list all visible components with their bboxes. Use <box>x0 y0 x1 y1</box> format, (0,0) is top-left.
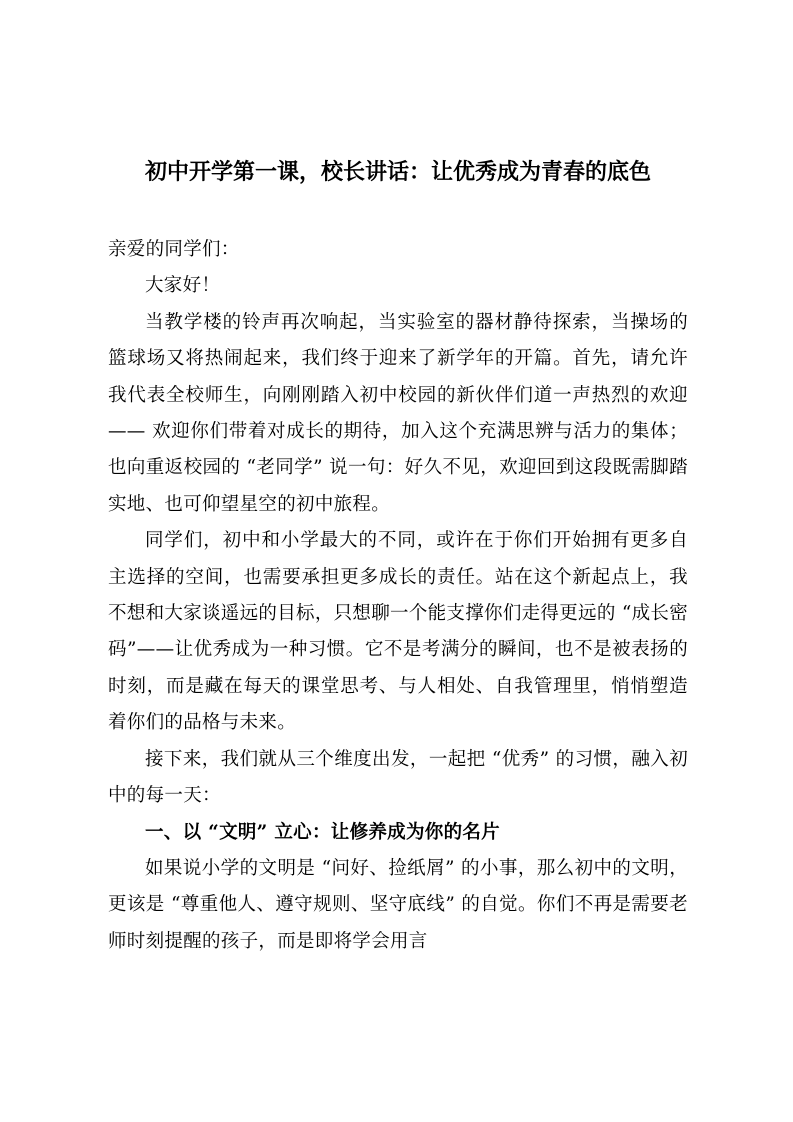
paragraph-1: 当教学楼的铃声再次响起，当实验室的器材静待探索，当操场的篮球场又将热闹起来，我们终于迎来了新学年的开篇。首先，请允许我代表全校师生，向刚刚踏入初中校园的新伙伴们道一声热烈的欢迎 —— 欢迎你们带着对成长的期待，加入这个充满思辨与活力的集体；也向重返校园的 “老同学” 说一句：好久不见，欢迎回到这段既需脚踏实地、也可仰望星空的初中旅程。 <box>108 311 688 515</box>
paragraph-2: 同学们，初中和小学最大的不同，或许在于你们开始拥有更多自主选择的空间，也需要承担更多成长的责任。站在这个新起点上，我不想和大家谈遥远的目标，只想聊一个能支撑你们走得更远的 “成长密码”——让优秀成为一种习惯。它不是考满分的瞬间，也不是被表扬的时刻，而是藏在每天的课堂思考、与人相处、自我管理里，悄悄塑造着你们的品格与未来。 <box>108 530 688 734</box>
document-title: 初中开学第一课，校长讲话：让优秀成为青春的底色 <box>144 159 651 185</box>
section-paragraph: 如果说小学的文明是 “问好、捡纸屑” 的小事，那么初中的文明，更该是 “尊重他人、遵守规则、坚守底线” 的自觉。你们不再是需要老师时刻提醒的孩子，而是即将学会用言 <box>108 857 688 952</box>
section-heading: 一、以 “文明” 立心：让修养成为你的名片 <box>145 821 500 843</box>
document-body <box>108 232 688 960</box>
greeting: 大家好！ <box>145 275 221 297</box>
salutation: 亲爱的同学们： <box>108 239 240 260</box>
paragraph-3: 接下来，我们就从三个维度出发，一起把 “优秀” 的习惯，融入初中的每一天： <box>108 748 688 807</box>
